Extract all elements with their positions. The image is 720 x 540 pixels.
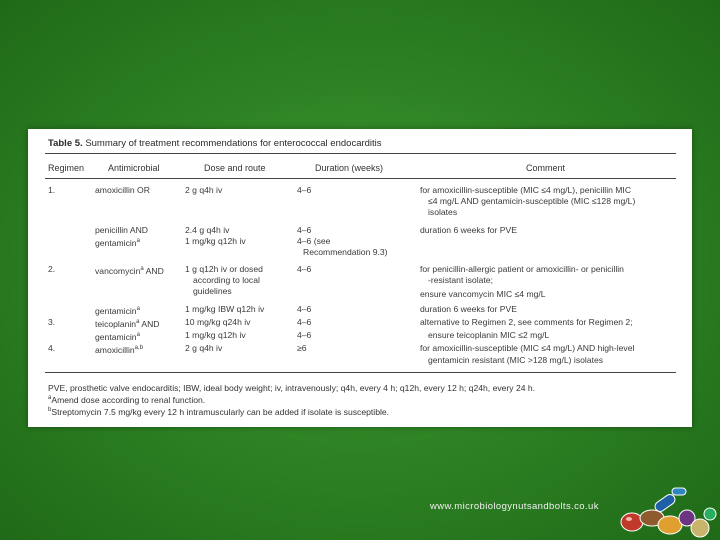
row4-antimicrobial: [95, 264, 164, 276]
row5-duration: 4–6: [297, 304, 312, 314]
footnote-a-text: Amend dose according to renal function.: [51, 395, 206, 405]
footnote-b-text: Streptomycin 7.5 mg/kg every 12 h intramuscularly can be added if isolate is susceptible.: [51, 407, 390, 417]
row5-footnote-mark: a: [136, 306, 140, 312]
row7-antimicrobial: [95, 330, 140, 342]
row8-dose: 2 g q4h iv: [185, 343, 223, 353]
header-comment: Comment: [526, 163, 566, 173]
row8-comment-line1: for amoxicillin-susceptible (MIC ≤4 mg/L) AND high-level: [420, 343, 635, 353]
row2-antimicrobial: penicillin AND: [95, 225, 149, 235]
row4-antimicrobial-name: vancomycin: [95, 265, 141, 276]
row7-antimicrobial-name: gentamicin: [95, 331, 137, 342]
row7-footnote-mark: a: [136, 332, 140, 338]
row2-comment: duration 6 weeks for PVE: [420, 225, 517, 235]
row4-duration: 4–6: [297, 264, 312, 274]
row6-antimicrobial-suffix: AND: [139, 318, 160, 329]
table-card: [28, 129, 692, 427]
row4-dose-line2: according to local: [193, 275, 260, 285]
row6-dose: 10 mg/kg q24h iv: [185, 317, 251, 327]
footnote-b: [48, 407, 389, 417]
row8-antimicrobial: [95, 343, 143, 355]
row7-duration: 4–6: [297, 330, 312, 340]
row3-duration: 4–6 (see: [297, 236, 331, 246]
row3-antimicrobial: [95, 236, 140, 248]
row1-comment-line3: isolates: [428, 207, 458, 217]
row8-comment-line2: gentamicin resistant (MIC >128 mg/L) isolates: [428, 355, 604, 365]
row1-antimicrobial: amoxicillin OR: [95, 185, 150, 195]
caption-label: Table 5.: [48, 138, 83, 149]
header-regimen: Regimen: [48, 163, 85, 173]
row4-dose-line3: guidelines: [193, 286, 232, 296]
row4-comment-line3: ensure vancomycin MIC ≤4 mg/L: [420, 289, 546, 299]
row4-dose-line1: 1 g q12h iv or dosed: [185, 264, 263, 274]
row8-regimen: 4.: [48, 343, 56, 353]
row3-footnote-mark: a: [136, 238, 140, 244]
row4-regimen: 2.: [48, 264, 56, 274]
row6-duration: 4–6: [297, 317, 312, 327]
row8-antimicrobial-name: amoxicillin: [95, 344, 135, 355]
row5-comment: duration 6 weeks for PVE: [420, 304, 517, 314]
row6-antimicrobial-name: teicoplanin: [95, 318, 137, 329]
header-antimicrobial: Antimicrobial: [108, 163, 160, 173]
row6-comment-line2: ensure teicoplanin MIC ≤2 mg/L: [428, 330, 550, 340]
caption-text: Summary of treatment recommendations for enterococcal endocarditis: [85, 138, 382, 149]
row1-comment-line2: ≤4 mg/L AND gentamicin-susceptible (MIC ≤128 mg/L): [428, 196, 636, 206]
row5-dose: 1 mg/kg IBW q12h iv: [185, 304, 265, 314]
row8-duration: ≥6: [297, 343, 307, 353]
header-rule: [45, 178, 676, 179]
row4-footnote-mark: a: [140, 266, 144, 272]
bottom-rule: [45, 372, 676, 373]
row2-duration: 4–6: [297, 225, 312, 235]
header-duration: Duration (weeks): [315, 163, 384, 173]
row4-comment-line2: -resistant isolate;: [428, 275, 493, 285]
row2-dose: 2.4 g q4h iv: [185, 225, 230, 235]
row6-footnote-mark: a: [136, 319, 140, 325]
microbe-cluster-icon: [612, 478, 720, 540]
top-rule: [45, 153, 676, 154]
row1-regimen: 1.: [48, 185, 56, 195]
row1-comment-line1: for amoxicillin-susceptible (MIC ≤4 mg/L), penicillin MIC: [420, 185, 632, 195]
row6-regimen: 3.: [48, 317, 56, 327]
website-url: www.microbiologynutsandbolts.co.uk: [430, 501, 599, 512]
footnote-b-mark: b: [48, 407, 52, 414]
row5-antimicrobial: [95, 304, 140, 316]
row4-comment-line1: for penicillin-allergic patient or amoxicillin- or penicillin: [420, 264, 624, 274]
row4-antimicrobial-suffix: AND: [143, 265, 164, 276]
row8-footnote-mark: a,b: [134, 345, 143, 351]
header-dose: Dose and route: [204, 163, 266, 173]
row3-duration-extra: Recommendation 9.3): [303, 247, 388, 257]
table-caption: [48, 138, 382, 149]
row7-dose: 1 mg/kg q12h iv: [185, 330, 246, 340]
row1-dose: 2 g q4h iv: [185, 185, 223, 195]
row1-duration: 4–6: [297, 185, 312, 195]
row6-comment-line1: alternative to Regimen 2, see comments for Regimen 2;: [420, 317, 633, 327]
footnote-abbreviations: PVE, prosthetic valve endocarditis; IBW, ideal body weight; iv, intravenously; q4h, every 4 h; q12h, every 12 h; q24h, every 24 h.: [48, 383, 536, 393]
footnote-a: [48, 395, 205, 405]
footnote-a-mark: a: [48, 395, 52, 402]
row6-antimicrobial: [95, 317, 160, 329]
row5-antimicrobial-name: gentamicin: [95, 305, 137, 316]
row3-antimicrobial-name: gentamicin: [95, 237, 137, 248]
row3-dose: 1 mg/kg q12h iv: [185, 236, 246, 246]
